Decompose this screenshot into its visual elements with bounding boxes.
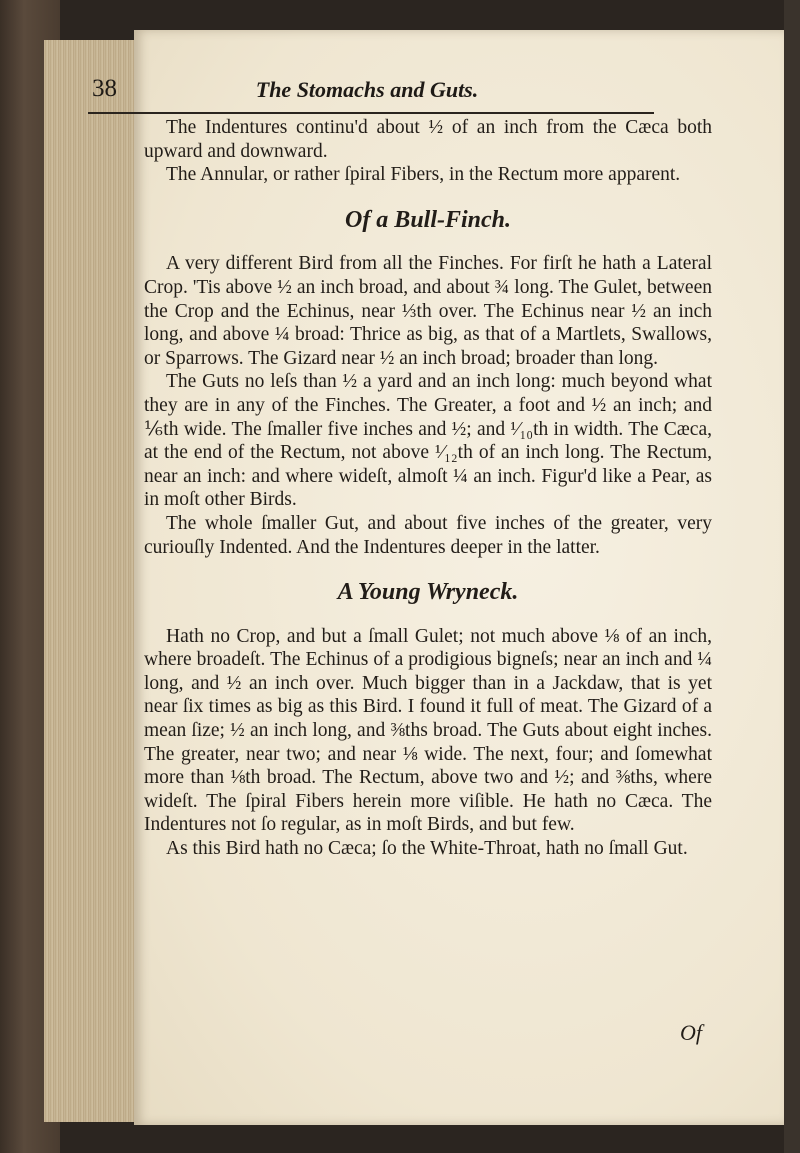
catchword: Of [680,1020,702,1045]
paragraph-bullfinch-2: The Guts no leſs than ½ a yard and an inch long: much beyond what they are in any of the Finches. The Greater, a foot and ½ an inch; and ⅙th wide. The ſmaller five inches and ½; and ¹⁄₁₀th in width. The Cæca, at the end of the Rectum, not above ¹⁄₁₂th of an inch long. The Rectum, near an inch: and where wideſt, almoſt ¼ an inch. Figur'd like a Pear, as in moſt other Birds. [144,371,712,511]
header-rule [88,112,654,114]
section-title-bullfinch: Of a Bull-Finch. [344,206,512,233]
paragraph-indentures: The Indentures continu'd about ½ of an inch from the Cæca both upward and downward. [144,117,712,162]
paragraph-wryneck-1: Hath no Crop, and but a ſmall Gulet; not much above ⅛ of an inch, where broadeſt. The Echinus of a prodigious bigneſs; near an inch and ¼ long, and ½ an inch over. Much bigger than in a Jackdaw, that is yet near ſix times as big as this Bird. I found it full of meat. The Gizard of a mean ſize; ½ an inch long, and ⅜ths broad. The Guts about eight inches. The greater, near two; and near ⅛ wide. The next, four; and ſomewhat more than ⅛th broad. The Rectum, above two and ½; and ⅜ths, where wideſt. The ſpiral Fibers herein more viſible. He hath no Cæca. The Indentures not ſo regular, as in moſt Birds, and but few. [144,625,712,836]
paragraph-bullfinch-3: The whole ſmaller Gut, and about five inches of the greater, very curiouſly Indented. And the Indentures deeper in the latter. [144,512,712,558]
running-title: The Stomachs and Guts. [255,77,479,102]
page-edges [44,40,138,1122]
page-body [144,116,712,861]
paragraph-annular: The Annular, or rather ſpiral Fibers, in the Rectum more apparent. [166,164,681,186]
section-title-wryneck: A Young Wryneck. [337,579,519,606]
paragraph-wryneck-2: As this Bird hath no Cæca; ſo the White-Throat, hath no ſmall Gut. [166,838,688,860]
right-background [784,0,800,1153]
page-header [92,75,652,115]
page-number: 38 [92,75,117,102]
paragraph-bullfinch-1: A very different Bird from all the Finches. For firſt he hath a Lateral Crop. 'Tis above ½ an inch broad, and about ¾ long. The Gulet, between the Crop and the Echinus, near ⅓th over. The Echinus near ½ an inch long, and above ¼ broad: Thrice as big, as that of a Martlets, Swallows, or Sparrows. The Gizard near ½ an inch broad; broader than long. [144,253,712,369]
